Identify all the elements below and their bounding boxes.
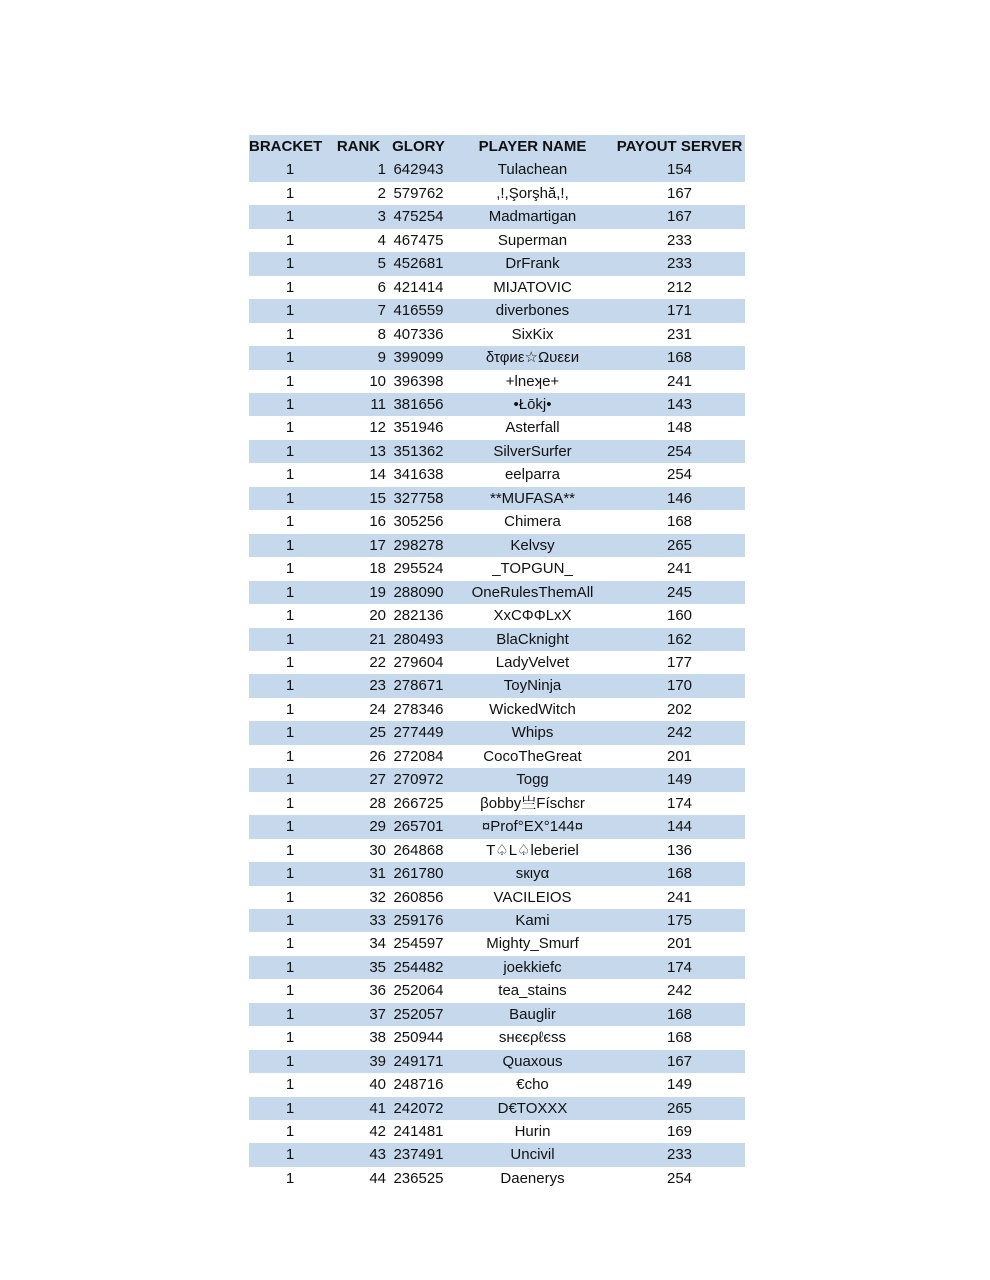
table-row — [249, 651, 745, 674]
table-row — [249, 721, 745, 744]
cell-rank: 33 — [369, 911, 386, 929]
cell-payout-server: 175 — [666, 911, 693, 929]
cell-bracket: 1 — [285, 794, 295, 812]
table-body — [249, 158, 745, 1190]
table-row — [249, 510, 745, 533]
cell-player-name: Daenerys — [500, 1169, 565, 1187]
cell-bracket: 1 — [285, 255, 295, 273]
cell-payout-server: 168 — [666, 865, 693, 883]
table-row — [249, 886, 745, 909]
cell-rank: 25 — [369, 724, 386, 742]
cell-rank: 19 — [369, 583, 386, 601]
table-row — [249, 768, 745, 791]
cell-payout-server: 168 — [666, 1005, 693, 1023]
cell-player-name: CocoTheGreat — [483, 747, 582, 765]
cell-bracket: 1 — [285, 560, 295, 578]
cell-bracket: 1 — [285, 1052, 295, 1070]
cell-payout-server: 265 — [666, 1099, 693, 1117]
cell-payout-server: 146 — [666, 489, 693, 507]
cell-bracket: 1 — [285, 1005, 295, 1023]
cell-glory: 407336 — [393, 325, 444, 343]
cell-glory: 241481 — [393, 1123, 444, 1141]
cell-player-name: Madmartigan — [488, 208, 577, 226]
cell-player-name: SilverSurfer — [493, 442, 572, 460]
cell-rank: 40 — [369, 1076, 386, 1094]
cell-rank: 7 — [377, 302, 386, 320]
cell-glory: 270972 — [393, 771, 444, 789]
cell-glory: 279604 — [393, 653, 444, 671]
cell-glory: 272084 — [393, 747, 444, 765]
table-row — [249, 815, 745, 838]
cell-glory: 260856 — [393, 888, 444, 906]
cell-bracket: 1 — [285, 349, 295, 367]
cell-glory: 452681 — [393, 255, 444, 273]
cell-glory: 280493 — [393, 630, 444, 648]
cell-glory: 295524 — [393, 560, 444, 578]
cell-rank: 2 — [377, 184, 386, 202]
cell-rank: 11 — [370, 395, 386, 413]
cell-bracket: 1 — [285, 395, 295, 413]
cell-bracket: 1 — [285, 865, 295, 883]
table-row — [249, 370, 745, 393]
cell-glory: 327758 — [393, 489, 444, 507]
cell-rank: 39 — [369, 1052, 386, 1070]
table-row — [249, 182, 745, 205]
cell-payout-server: 143 — [666, 395, 693, 413]
cell-glory: 421414 — [393, 278, 444, 296]
cell-glory: 265701 — [393, 818, 444, 836]
header-bracket: BRACKET — [249, 138, 323, 155]
cell-player-name: OneRulesThemAll — [471, 583, 594, 601]
cell-rank: 42 — [369, 1123, 386, 1141]
table-row — [249, 416, 745, 439]
cell-glory: 278346 — [393, 700, 444, 718]
cell-bracket: 1 — [285, 747, 295, 765]
table-row — [249, 745, 745, 768]
table-row — [249, 862, 745, 885]
cell-player-name: Mighty_Smurf — [486, 935, 579, 953]
cell-rank: 6 — [377, 278, 386, 296]
table-row — [249, 1097, 745, 1120]
cell-rank: 20 — [369, 607, 386, 625]
cell-bracket: 1 — [285, 1029, 295, 1047]
table-row — [249, 346, 745, 369]
cell-payout-server: 154 — [666, 161, 693, 179]
cell-payout-server: 242 — [666, 724, 693, 742]
cell-payout-server: 144 — [666, 818, 693, 836]
cell-payout-server: 136 — [666, 841, 693, 859]
cell-glory: 252057 — [393, 1005, 444, 1023]
header-player-name: PLAYER NAME — [478, 138, 587, 155]
cell-payout-server: 233 — [666, 231, 693, 249]
cell-payout-server: 254 — [666, 1169, 693, 1187]
cell-rank: 37 — [369, 1005, 386, 1023]
cell-rank: 38 — [369, 1029, 386, 1047]
table-row — [249, 393, 745, 416]
table-row — [249, 252, 745, 275]
cell-rank: 15 — [369, 489, 386, 507]
cell-payout-server: 242 — [666, 982, 693, 1000]
cell-rank: 16 — [369, 513, 386, 531]
cell-glory: 259176 — [393, 911, 444, 929]
cell-bracket: 1 — [285, 982, 295, 1000]
cell-player-name: eelparra — [504, 466, 561, 484]
cell-rank: 18 — [369, 560, 386, 578]
cell-bracket: 1 — [285, 1123, 295, 1141]
cell-glory: 579762 — [393, 184, 444, 202]
cell-bracket: 1 — [285, 607, 295, 625]
cell-player-name: MIJATOVIC — [493, 278, 572, 296]
cell-payout-server: 254 — [666, 466, 693, 484]
header-glory: GLORY — [392, 138, 445, 155]
header-payout-server: PAYOUT SERVER — [616, 138, 743, 155]
cell-bracket: 1 — [285, 325, 295, 343]
cell-payout-server: 233 — [666, 1146, 693, 1164]
cell-glory: 242072 — [393, 1099, 444, 1117]
cell-glory: 399099 — [393, 349, 444, 367]
cell-player-name: βobby亗Físchɛr — [480, 794, 585, 812]
cell-payout-server: 177 — [666, 653, 693, 671]
cell-player-name: ,!,Şorşhă,!, — [496, 184, 569, 202]
cell-glory: 475254 — [393, 208, 444, 226]
cell-glory: 288090 — [393, 583, 444, 601]
cell-payout-server: 231 — [666, 325, 693, 343]
table-row — [249, 158, 745, 181]
cell-bracket: 1 — [285, 935, 295, 953]
cell-glory: 341638 — [393, 466, 444, 484]
cell-rank: 44 — [369, 1169, 386, 1187]
cell-payout-server: 168 — [666, 349, 693, 367]
cell-glory: 305256 — [393, 513, 444, 531]
cell-player-name: tea_stains — [498, 982, 567, 1000]
table-row — [249, 1167, 745, 1190]
cell-player-name: XxCΦΦLxX — [493, 607, 572, 625]
table-row — [249, 698, 745, 721]
cell-player-name: •Łōkj• — [513, 395, 552, 413]
cell-glory: 254482 — [393, 958, 444, 976]
table-row — [249, 581, 745, 604]
cell-bracket: 1 — [285, 489, 295, 507]
table-row — [249, 534, 745, 557]
cell-glory: 254597 — [393, 935, 444, 953]
cell-glory: 351946 — [393, 419, 444, 437]
cell-rank: 10 — [369, 372, 386, 390]
cell-rank: 4 — [377, 231, 386, 249]
leaderboard-table — [249, 135, 745, 1190]
cell-glory: 396398 — [393, 372, 444, 390]
cell-player-name: Whips — [511, 724, 554, 742]
cell-rank: 23 — [369, 677, 386, 695]
cell-bracket: 1 — [285, 466, 295, 484]
cell-player-name: **MUFASA** — [489, 489, 576, 507]
cell-bracket: 1 — [285, 184, 295, 202]
cell-payout-server: 174 — [666, 958, 693, 976]
table-row — [249, 229, 745, 252]
table-row — [249, 557, 745, 580]
cell-player-name: D€TOXXX — [497, 1099, 568, 1117]
cell-player-name: sкιyα — [515, 865, 550, 883]
cell-payout-server: 212 — [666, 278, 693, 296]
cell-glory: 252064 — [393, 982, 444, 1000]
cell-player-name: VACILEIOS — [493, 888, 572, 906]
cell-player-name: SixKix — [511, 325, 554, 343]
cell-glory: 236525 — [393, 1169, 444, 1187]
cell-player-name: diverbones — [495, 302, 570, 320]
cell-rank: 31 — [369, 865, 386, 883]
cell-bracket: 1 — [285, 536, 295, 554]
cell-glory: 266725 — [393, 794, 444, 812]
cell-rank: 8 — [377, 325, 386, 343]
cell-payout-server: 241 — [666, 888, 693, 906]
cell-player-name: €cho — [516, 1076, 549, 1094]
table-row — [249, 932, 745, 955]
cell-player-name: _TOPGUN_ — [492, 560, 573, 578]
cell-rank: 5 — [377, 255, 386, 273]
cell-payout-server: 167 — [666, 1052, 693, 1070]
cell-glory: 642943 — [393, 161, 444, 179]
cell-player-name: Togg — [516, 771, 549, 789]
cell-bracket: 1 — [285, 231, 295, 249]
cell-bracket: 1 — [285, 911, 295, 929]
cell-payout-server: 245 — [666, 583, 693, 601]
cell-player-name: Tulachean — [497, 161, 568, 179]
cell-rank: 27 — [369, 771, 386, 789]
table-row — [249, 463, 745, 486]
cell-payout-server: 202 — [666, 700, 693, 718]
cell-player-name: T♤L♤leberiel — [486, 841, 579, 859]
table-row — [249, 205, 745, 228]
cell-glory: 278671 — [393, 677, 444, 695]
cell-payout-server: 241 — [666, 372, 693, 390]
cell-player-name: δτφиε☆Ωυεεи — [485, 349, 580, 367]
cell-payout-server: 201 — [666, 747, 693, 765]
cell-rank: 34 — [369, 935, 386, 953]
cell-bracket: 1 — [285, 1146, 295, 1164]
cell-player-name: Kelvsy — [510, 536, 555, 554]
header-rank: RANK — [336, 138, 381, 155]
table-row — [249, 674, 745, 697]
cell-bracket: 1 — [285, 677, 295, 695]
table-row — [249, 1003, 745, 1026]
cell-bracket: 1 — [285, 724, 295, 742]
cell-payout-server: 148 — [666, 419, 693, 437]
cell-bracket: 1 — [285, 771, 295, 789]
cell-payout-server: 171 — [666, 302, 693, 320]
cell-rank: 1 — [377, 161, 386, 179]
cell-rank: 22 — [369, 653, 386, 671]
cell-rank: 43 — [369, 1146, 386, 1164]
cell-player-name: ToyNinja — [503, 677, 562, 695]
cell-player-name: joekkiefc — [503, 958, 562, 976]
cell-bracket: 1 — [285, 818, 295, 836]
table-row — [249, 1120, 745, 1143]
cell-rank: 32 — [369, 888, 386, 906]
cell-player-name: BlaCknight — [496, 630, 569, 648]
cell-payout-server: 168 — [666, 513, 693, 531]
cell-payout-server: 162 — [666, 630, 693, 648]
table-row — [249, 1050, 745, 1073]
cell-glory: 277449 — [393, 724, 444, 742]
cell-bracket: 1 — [285, 841, 295, 859]
cell-player-name: ¤Prof°EX°144¤ — [481, 818, 584, 836]
cell-glory: 351362 — [393, 442, 444, 460]
cell-payout-server: 167 — [666, 184, 693, 202]
cell-rank: 35 — [369, 958, 386, 976]
cell-glory: 250944 — [393, 1029, 444, 1047]
cell-payout-server: 201 — [666, 935, 693, 953]
cell-payout-server: 169 — [666, 1123, 693, 1141]
cell-bracket: 1 — [285, 583, 295, 601]
table-row — [249, 276, 745, 299]
table-row — [249, 839, 745, 862]
cell-rank: 41 — [369, 1099, 386, 1117]
table-header-row — [249, 135, 745, 158]
cell-rank: 9 — [377, 349, 386, 367]
cell-payout-server: 170 — [666, 677, 693, 695]
cell-player-name: Kami — [515, 911, 550, 929]
cell-player-name: Hurin — [514, 1123, 551, 1141]
cell-bracket: 1 — [285, 958, 295, 976]
cell-glory: 249171 — [393, 1052, 444, 1070]
cell-player-name: +lneʞe+ — [505, 372, 560, 390]
cell-player-name: Asterfall — [505, 419, 560, 437]
cell-payout-server: 167 — [666, 208, 693, 226]
cell-rank: 29 — [369, 818, 386, 836]
table-row — [249, 440, 745, 463]
cell-payout-server: 233 — [666, 255, 693, 273]
cell-player-name: Superman — [497, 231, 568, 249]
cell-rank: 30 — [369, 841, 386, 859]
cell-rank: 13 — [369, 442, 386, 460]
cell-bracket: 1 — [285, 1076, 295, 1094]
table-row — [249, 323, 745, 346]
cell-bracket: 1 — [285, 208, 295, 226]
cell-player-name: ѕнєєρℓєss — [498, 1029, 567, 1047]
cell-bracket: 1 — [285, 372, 295, 390]
cell-player-name: Chimera — [504, 513, 561, 531]
table-row — [249, 299, 745, 322]
cell-bracket: 1 — [285, 442, 295, 460]
cell-glory: 264868 — [393, 841, 444, 859]
table-row — [249, 792, 745, 815]
cell-glory: 261780 — [393, 865, 444, 883]
cell-bracket: 1 — [285, 1099, 295, 1117]
cell-glory: 467475 — [393, 231, 444, 249]
cell-rank: 24 — [369, 700, 386, 718]
cell-payout-server: 254 — [666, 442, 693, 460]
cell-rank: 12 — [369, 419, 386, 437]
cell-bracket: 1 — [285, 700, 295, 718]
cell-payout-server: 174 — [666, 794, 693, 812]
cell-bracket: 1 — [285, 888, 295, 906]
cell-rank: 36 — [369, 982, 386, 1000]
cell-bracket: 1 — [285, 161, 295, 179]
table-row — [249, 604, 745, 627]
cell-player-name: Uncivil — [510, 1146, 555, 1164]
cell-bracket: 1 — [285, 513, 295, 531]
table-row — [249, 628, 745, 651]
cell-payout-server: 149 — [666, 771, 693, 789]
cell-rank: 14 — [369, 466, 386, 484]
cell-glory: 282136 — [393, 607, 444, 625]
table-row — [249, 909, 745, 932]
cell-bracket: 1 — [285, 653, 295, 671]
cell-glory: 248716 — [393, 1076, 444, 1094]
table-row — [249, 979, 745, 1002]
cell-glory: 237491 — [393, 1146, 444, 1164]
cell-glory: 416559 — [393, 302, 444, 320]
cell-rank: 26 — [369, 747, 386, 765]
cell-glory: 298278 — [393, 536, 444, 554]
cell-rank: 21 — [369, 630, 386, 648]
cell-player-name: Quaxous — [502, 1052, 563, 1070]
cell-payout-server: 241 — [666, 560, 693, 578]
cell-payout-server: 265 — [666, 536, 693, 554]
table-row — [249, 956, 745, 979]
table-row — [249, 487, 745, 510]
cell-payout-server: 149 — [666, 1076, 693, 1094]
cell-bracket: 1 — [285, 302, 295, 320]
cell-bracket: 1 — [285, 419, 295, 437]
cell-player-name: WickedWitch — [489, 700, 576, 718]
cell-payout-server: 168 — [666, 1029, 693, 1047]
cell-payout-server: 160 — [666, 607, 693, 625]
table-row — [249, 1143, 745, 1166]
table-row — [249, 1073, 745, 1096]
cell-glory: 381656 — [393, 395, 444, 413]
table-row — [249, 1026, 745, 1049]
cell-bracket: 1 — [285, 630, 295, 648]
cell-rank: 28 — [369, 794, 386, 812]
cell-player-name: DrFrank — [505, 255, 560, 273]
cell-bracket: 1 — [285, 1169, 295, 1187]
cell-bracket: 1 — [285, 278, 295, 296]
cell-rank: 17 — [369, 536, 386, 554]
cell-player-name: LadyVelvet — [495, 653, 570, 671]
cell-player-name: Bauglir — [509, 1005, 556, 1023]
cell-rank: 3 — [377, 208, 386, 226]
